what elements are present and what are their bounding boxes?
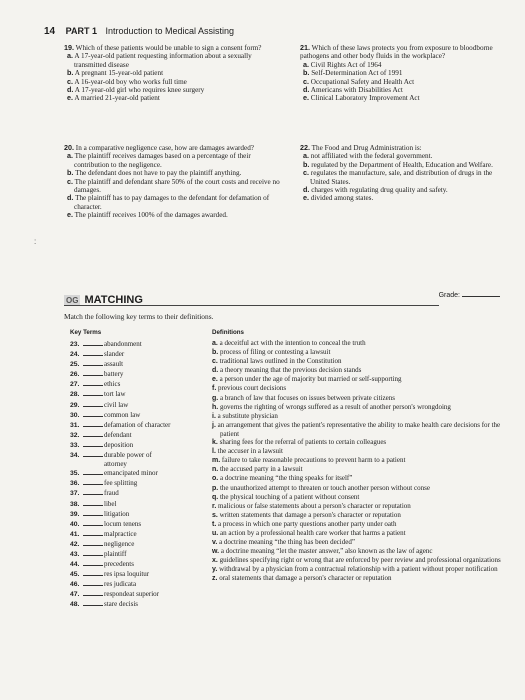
- answer-blank[interactable]: [83, 420, 103, 427]
- key-term-row: [70, 549, 215, 559]
- term-text: civil law: [104, 400, 129, 409]
- answer-option-a[interactable]: a. Civil Rights Act of 1964: [303, 59, 382, 69]
- term-number: 45.: [70, 571, 80, 579]
- answer-option-d[interactable]: d. A 17-year-old girl who requires knee surgery: [67, 85, 205, 95]
- key-term-row: [70, 460, 215, 468]
- definition-letter: j.: [212, 421, 216, 429]
- part-label: PART 1: [65, 26, 97, 36]
- definition-text: governs the righting of wrongs suffered as a result of another person's wrongdoing: [219, 402, 451, 411]
- answer-blank[interactable]: [83, 410, 103, 417]
- term-number: 25.: [70, 361, 80, 369]
- definition-item: [212, 421, 514, 438]
- definition-item: [212, 375, 514, 384]
- definition-letter: v.: [212, 539, 218, 547]
- key-term-row: [70, 579, 215, 589]
- term-text: defamation of character: [104, 420, 171, 429]
- definition-text: previous court decisions: [218, 384, 287, 393]
- term-text: tort law: [104, 390, 126, 399]
- term-text: locum tenens: [104, 519, 142, 528]
- definition-text: an action by a professional health care worker that harms a patient: [219, 528, 406, 537]
- term-text: precedents: [104, 560, 134, 569]
- term-text: res ipsa loquitur: [104, 570, 150, 579]
- definition-letter: w.: [212, 548, 220, 556]
- definition-letter: l.: [212, 448, 216, 456]
- question-19: [64, 44, 282, 103]
- key-term-row: [70, 450, 215, 460]
- term-text: common law: [104, 410, 141, 419]
- definition-text: written statements that damage a person's character or reputation: [219, 510, 401, 519]
- term-text: malpractice: [104, 529, 137, 538]
- definition-text: a person under the age of majority but married or self-supporting: [219, 375, 402, 384]
- definition-item: [212, 520, 514, 529]
- key-term-row: [70, 410, 215, 420]
- answer-option-a[interactable]: a. not affiliated with the federal government.: [303, 151, 433, 161]
- definition-item: [212, 394, 514, 403]
- term-text: plaintiff: [104, 549, 127, 558]
- answer-blank[interactable]: [83, 529, 103, 536]
- answer-blank[interactable]: [83, 430, 103, 437]
- definition-text: a process in which one party questions another party under oath: [218, 519, 397, 528]
- key-term-row: [70, 559, 215, 569]
- definition-letter: e.: [212, 376, 218, 384]
- definition-text: the accused party in a lawsuit: [219, 465, 303, 474]
- definition-letter: g.: [212, 394, 219, 402]
- definition-item: [212, 484, 514, 493]
- key-term-row: [70, 468, 215, 478]
- term-text: slander: [104, 350, 125, 359]
- matching-title: MATCHING: [84, 294, 143, 306]
- matching-instructions: Match the following key terms to their definitions.: [64, 312, 214, 321]
- key-term-row: [70, 389, 215, 399]
- answer-option-e[interactable]: e. A married 21-year-old patient: [67, 93, 160, 103]
- term-number: 41.: [70, 530, 80, 538]
- grade-field[interactable]: Grade:: [439, 292, 500, 299]
- term-text: assault: [104, 360, 124, 369]
- key-term-row: [70, 420, 215, 430]
- answer-blank[interactable]: [83, 549, 103, 556]
- question-stem: The Food and Drug Administration is:: [311, 144, 422, 152]
- grade-blank[interactable]: [462, 296, 500, 297]
- definition-text: traditional laws outlined in the Constitution: [219, 357, 342, 366]
- term-text: res judicata: [104, 580, 137, 589]
- definition-item: [212, 538, 514, 547]
- definition-text: a doctrine meaning “let the master answer,” also known as the law of agenc: [220, 547, 433, 556]
- definition-text: an arrangement that gives the patient's representative the ability to make health care decisions for the patient: [217, 420, 501, 438]
- key-term-row: [70, 369, 215, 379]
- key-term-row: [70, 440, 215, 450]
- definition-item: [212, 348, 514, 357]
- definition-item: [212, 529, 514, 538]
- definition-letter: r.: [212, 502, 217, 510]
- definition-text: the physical touching of a patient without consent: [219, 492, 360, 501]
- definitions-header: Definitions: [212, 329, 244, 336]
- answer-option-c[interactable]: c. A 16-year-old boy who works full time: [67, 76, 187, 86]
- definition-item: [212, 574, 514, 583]
- definition-item: [212, 339, 514, 348]
- definition-letter: n.: [212, 466, 219, 474]
- definition-text: the unauthorized attempt to threaten or touch another person without conse: [219, 483, 430, 492]
- definition-text: sharing fees for the referral of patients to certain colleagues: [219, 438, 387, 447]
- term-text: defendant: [104, 430, 132, 439]
- key-terms-header: Key Terms: [70, 329, 102, 336]
- term-number: 42.: [70, 540, 80, 548]
- term-text: deposition: [104, 440, 134, 449]
- definition-text: a substitute physician: [217, 411, 278, 420]
- key-term-row: [70, 339, 215, 349]
- key-term-row: [70, 519, 215, 529]
- question-stem: Which of these patients would be unable to sign a consent form?: [75, 44, 262, 52]
- definition-letter: o.: [212, 475, 219, 483]
- question-number: 21.: [300, 43, 310, 52]
- answer-blank[interactable]: [83, 509, 103, 516]
- definition-letter: p.: [212, 484, 219, 492]
- term-text: fee splitting: [104, 479, 138, 488]
- question-stem: Which of these laws protects you from exposure to bloodborne pathogens and other body fluids in the workplace?: [300, 44, 493, 61]
- answer-option-a[interactable]: a. The plaintiff receives damages based on a percentage of their contribution to the negligence.: [67, 151, 251, 169]
- answer-blank[interactable]: [83, 488, 103, 495]
- question-21: [300, 44, 512, 103]
- definition-item: [212, 412, 514, 421]
- definition-letter: z.: [212, 575, 218, 583]
- og-badge: OG: [66, 296, 79, 305]
- answer-option-b[interactable]: b. Self-Determination Act of 1991: [303, 68, 403, 78]
- key-term-row: [70, 569, 215, 579]
- question-number: 19.: [64, 43, 74, 52]
- answer-blank[interactable]: [83, 440, 103, 447]
- term-text: abandonment: [104, 340, 142, 348]
- answer-blank[interactable]: [83, 559, 103, 566]
- key-term-row: [70, 499, 215, 509]
- matching-heading: [64, 290, 514, 304]
- term-number: 47.: [70, 591, 80, 599]
- definition-letter: c.: [212, 358, 218, 366]
- term-number: 48.: [70, 601, 80, 609]
- term-number: 37.: [70, 490, 80, 498]
- term-number: 38.: [70, 500, 80, 508]
- definition-text: failure to take reasonable precautions to prevent harm to a patient: [221, 456, 406, 465]
- term-text: fraud: [104, 489, 119, 498]
- term-text: ethics: [104, 380, 121, 389]
- definition-item: [212, 474, 514, 483]
- term-number: 30.: [70, 411, 80, 419]
- definition-letter: i.: [212, 412, 216, 420]
- definition-text: a theory meaning that the previous decision stands: [219, 366, 362, 375]
- left-question-column: [64, 43, 282, 220]
- answer-blank[interactable]: [83, 349, 103, 356]
- definition-text: a branch of law that focuses on issues between private citizens: [219, 393, 395, 402]
- key-term-row: [70, 430, 215, 440]
- term-text: litigation: [104, 509, 130, 518]
- key-term-row: [70, 488, 215, 498]
- term-number: 24.: [70, 351, 80, 359]
- definition-letter: a.: [212, 340, 218, 347]
- answer-blank[interactable]: [83, 359, 103, 366]
- right-question-column: [300, 43, 512, 203]
- answer-option-d[interactable]: d. charges with regulating drug quality and safety.: [303, 185, 448, 195]
- definition-text: a doctrine meaning “the thing speaks for itself”: [219, 474, 353, 483]
- key-term-row: [70, 589, 215, 599]
- term-number: 39.: [70, 510, 80, 518]
- key-term-row: [70, 599, 215, 609]
- definition-letter: d.: [212, 367, 219, 375]
- definition-item: [212, 547, 514, 556]
- definition-letter: u.: [212, 529, 219, 537]
- definition-letter: q.: [212, 493, 219, 501]
- answer-blank[interactable]: [83, 389, 103, 396]
- definition-text: oral statements that damage a person's character or reputation: [219, 574, 392, 583]
- answer-blank[interactable]: [83, 519, 103, 526]
- answer-option-e[interactable]: e. Clinical Laboratory Improvement Act: [303, 93, 420, 103]
- page-number: 14: [44, 26, 56, 37]
- definition-text: withdrawal by a physician from a contractual relationship with a patient without proper notification: [219, 565, 498, 574]
- key-terms-list: [70, 339, 218, 610]
- definition-item: [212, 403, 514, 412]
- answer-option-c[interactable]: c. regulates the manufacture, sale, and distribution of drugs in the United States.: [303, 168, 493, 186]
- answer-option-a[interactable]: a. A 17-year-old patient requesting information about a sexually transmitted disease: [67, 51, 252, 69]
- term-text: emancipated minor: [104, 469, 158, 478]
- key-term-row: [70, 509, 215, 519]
- key-term-row: [70, 539, 218, 549]
- question-stem: In a comparative negligence case, how are damages awarded?: [75, 144, 254, 152]
- answer-blank[interactable]: [83, 579, 103, 586]
- term-number: 36.: [70, 480, 80, 488]
- answer-option-d[interactable]: d. Americans with Disabilities Act: [303, 85, 403, 95]
- definition-text: process of filing or contesting a lawsuit: [219, 348, 331, 357]
- definition-letter: m.: [212, 457, 221, 465]
- definitions-list: [212, 339, 514, 584]
- definition-text: a deceitful act with the intention to conceal the truth: [219, 339, 366, 347]
- answer-blank[interactable]: [83, 499, 103, 506]
- key-term-row: [70, 379, 215, 389]
- definition-letter: y.: [212, 566, 218, 574]
- definition-letter: b.: [212, 349, 219, 357]
- term-number: 43.: [70, 550, 80, 558]
- term-number: 33.: [70, 441, 80, 449]
- term-text: battery: [104, 370, 124, 379]
- margin-mark: :: [34, 237, 37, 246]
- definition-letter: f.: [212, 385, 217, 393]
- term-number: 28.: [70, 391, 80, 399]
- key-term-row: [70, 529, 215, 539]
- definition-item: [212, 565, 514, 574]
- definition-letter: k.: [212, 439, 218, 447]
- key-term-row: [70, 478, 215, 488]
- answer-blank[interactable]: [83, 339, 103, 346]
- term-text: respondeat superior: [104, 590, 160, 599]
- answer-blank[interactable]: [83, 450, 103, 457]
- answer-option-e[interactable]: e. The plaintiff receives 100% of the damages awarded.: [67, 210, 228, 220]
- answer-blank[interactable]: [83, 468, 103, 475]
- definition-item: [212, 384, 514, 393]
- definition-text: the accuser in a lawsuit: [217, 447, 283, 456]
- definition-item: [212, 493, 514, 502]
- definition-text: a doctrine meaning “the thing has been decided”: [219, 538, 355, 547]
- term-number: 29.: [70, 401, 80, 409]
- answer-option-b[interactable]: b. The defendant does not have to pay the plaintiff anything.: [67, 168, 242, 178]
- key-term-row: [70, 359, 215, 369]
- term-number: 23.: [70, 341, 80, 348]
- term-number: 26.: [70, 371, 80, 379]
- question-20: [64, 144, 282, 220]
- part-title: Introduction to Medical Assisting: [105, 26, 235, 36]
- answer-blank[interactable]: [83, 599, 103, 606]
- definition-letter: h.: [212, 403, 219, 411]
- definition-item: [212, 366, 514, 375]
- term-number: 31.: [70, 421, 80, 429]
- term-number: 46.: [70, 581, 80, 589]
- definition-item: [212, 447, 514, 456]
- answer-blank[interactable]: [83, 400, 103, 407]
- term-number: 34.: [70, 452, 80, 460]
- definition-letter: s.: [212, 511, 218, 519]
- answer-blank[interactable]: [83, 569, 103, 576]
- definition-letter: x.: [212, 557, 218, 565]
- definition-item: [212, 357, 514, 366]
- section-divider: [64, 305, 439, 306]
- key-term-row: [70, 400, 215, 410]
- definition-item: [212, 556, 514, 565]
- answer-blank[interactable]: [83, 478, 103, 485]
- answer-blank[interactable]: [83, 379, 103, 386]
- definition-text: malicious or false statements about a person's character or reputation: [218, 501, 411, 510]
- term-number: 44.: [70, 561, 80, 569]
- answer-blank[interactable]: [83, 539, 103, 546]
- answer-blank[interactable]: [83, 369, 103, 376]
- term-text: negligence: [104, 539, 135, 548]
- definition-item: [212, 438, 514, 447]
- definition-letter: t.: [212, 520, 217, 528]
- answer-option-b[interactable]: b. regulated by the Department of Health, Education and Welfare.: [303, 159, 493, 169]
- definition-item: [212, 511, 514, 520]
- answer-option-c[interactable]: c. The plaintiff and defendant share 50% of the court costs and receive no damages.: [67, 176, 280, 195]
- term-text: attorney: [104, 460, 127, 469]
- term-number: 35.: [70, 470, 80, 478]
- question-number: 20.: [64, 143, 74, 152]
- term-number: 27.: [70, 381, 80, 389]
- term-text: durable power of: [104, 451, 152, 460]
- page-header: [44, 26, 234, 37]
- definition-item: [212, 465, 514, 474]
- term-number: 40.: [70, 520, 80, 528]
- answer-option-d[interactable]: d. The plaintiff has to pay damages to the defendant for defamation of character.: [67, 193, 270, 211]
- answer-blank[interactable]: [83, 589, 103, 596]
- definition-item: [212, 456, 514, 465]
- term-text: stare decisis: [104, 600, 139, 609]
- definition-item: [212, 502, 514, 511]
- question-22: [300, 144, 512, 203]
- answer-option-e[interactable]: e. divided among states.: [303, 193, 374, 203]
- answer-option-c[interactable]: c. Occupational Safety and Health Act: [303, 76, 415, 86]
- key-term-row: [70, 349, 215, 359]
- answer-option-b[interactable]: b. A pregnant 15-year-old patient: [67, 68, 164, 78]
- definition-text: guidelines specifying right or wrong that are enforced by peer review and professional organizations: [219, 556, 501, 565]
- term-text: libel: [104, 499, 117, 508]
- question-number: 22.: [300, 143, 310, 152]
- term-number: 32.: [70, 431, 80, 439]
